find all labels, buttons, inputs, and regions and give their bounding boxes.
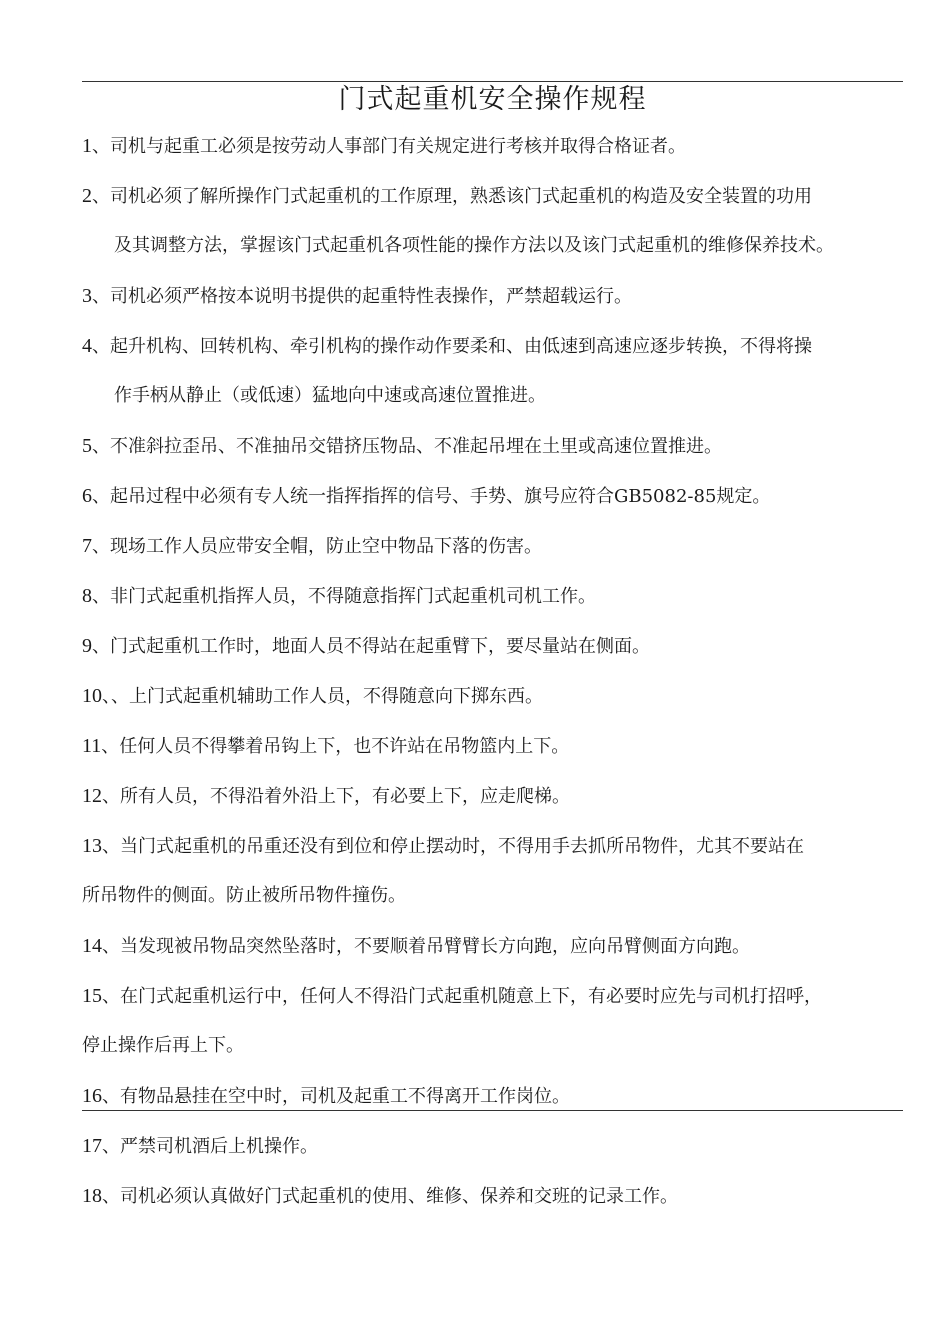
clause-number: 11: [82, 735, 102, 757]
clause-line: [82, 871, 918, 921]
clause-text: 所吊物件的侧面。防止被所吊物件撞伤。: [82, 885, 406, 906]
clause-number: 4: [82, 335, 92, 357]
clause-text: 起升机构、回转机构、牵引机构的操作动作要柔和、由低速到高速应逐步转换，不得将操: [110, 336, 812, 357]
clause-number: 17: [82, 1135, 102, 1157]
clause-number: 6: [82, 485, 92, 507]
clause-number: 14: [82, 935, 102, 957]
clause-number: 18: [82, 1185, 102, 1207]
clause-separator: 、: [92, 336, 110, 357]
clause-text: 、上门式起重机辅助工作人员，不得随意向下掷东西。: [111, 686, 543, 707]
clause-separator: 、: [102, 986, 120, 1007]
clause-line: [82, 1071, 918, 1121]
clause-item: [82, 1121, 918, 1171]
clause-text: 有物品悬挂在空中时，司机及起重工不得离开工作岗位。: [120, 1086, 570, 1107]
clause-item: [82, 271, 918, 321]
clause-item: [82, 971, 918, 1071]
clause-line: [82, 771, 918, 821]
clause-line: [82, 171, 918, 221]
clause-separator: 、: [102, 836, 120, 857]
clause-separator: 、: [92, 636, 110, 657]
clause-item: [82, 671, 918, 721]
clause-line: [82, 221, 918, 271]
clause-separator: 、: [92, 536, 110, 557]
clause-text: 及其调整方法，掌握该门式起重机各项性能的操作方法以及该门式起重机的维修保养技术。: [114, 235, 834, 256]
clause-item: [82, 421, 918, 471]
clause-number: 10: [82, 685, 102, 707]
clause-number: 15: [82, 985, 102, 1007]
clause-line: [82, 821, 918, 871]
clause-item: [82, 921, 918, 971]
clause-item: [82, 771, 918, 821]
clause-separator: 、: [92, 586, 110, 607]
clause-separator: 、: [101, 736, 120, 757]
clause-separator: 、: [102, 1186, 120, 1207]
clause-text: 在门式起重机运行中，任何人不得沿门式起重机随意上下，有必要时应先与司机打招呼，: [120, 986, 822, 1007]
document-title: 门式起重机安全操作规程: [338, 84, 647, 115]
clause-separator: 、: [102, 1136, 120, 1157]
clause-item: [82, 121, 918, 171]
clause-item: [82, 321, 918, 421]
clause-text: 现场工作人员应带安全帽，防止空中物品下落的伤害。: [110, 536, 542, 557]
clause-line: [82, 1171, 918, 1221]
clause-number: 9: [82, 635, 92, 657]
clause-line: [82, 621, 918, 671]
clause-item: [82, 621, 918, 671]
clause-line: [82, 321, 918, 371]
clause-text: 严禁司机酒后上机操作。: [120, 1136, 318, 1157]
clause-text: 所有人员，不得沿着外沿上下，有必要上下，应走爬梯。: [120, 786, 570, 807]
clause-item: [82, 1071, 918, 1121]
clause-text: 停止操作后再上下。: [82, 1035, 244, 1056]
clause-line: [82, 571, 918, 621]
clause-line: [82, 671, 918, 721]
clause-separator: 、: [102, 936, 120, 957]
clause-text: 门式起重机工作时，地面人员不得站在起重臂下，要尽量站在侧面。: [110, 636, 650, 657]
clause-separator: 、: [92, 286, 110, 307]
clause-number: 3: [82, 285, 92, 307]
clause-line: [82, 521, 918, 571]
clause-line: [82, 721, 918, 771]
clause-text: 非门式起重机指挥人员，不得随意指挥门式起重机司机工作。: [110, 586, 596, 607]
clause-item: [82, 821, 918, 921]
clause-text: 当门式起重机的吊重还没有到位和停止摆动时，不得用手去抓所吊物件，尤其不要站在: [120, 836, 804, 857]
clause-separator: 、: [92, 136, 110, 157]
clause-separator: 、: [102, 786, 120, 807]
clause-item: [82, 1171, 918, 1221]
clause-number: 5: [82, 435, 92, 457]
clause-item: [82, 171, 918, 271]
clause-number: 2: [82, 185, 92, 207]
clause-line: [82, 1021, 918, 1071]
clause-number: 1: [82, 135, 92, 157]
clause-item: [82, 521, 918, 571]
clause-separator: 、: [92, 486, 110, 507]
clause-text: 作手柄从静止（或低速）猛地向中速或高速位置推进。: [114, 385, 546, 406]
clause-line: [82, 471, 918, 521]
clause-line: [82, 921, 918, 971]
clause-number: 16: [82, 1085, 102, 1107]
clause-text: 起吊过程中必须有专人统一指挥指挥的信号、手势、旗号应符合GB5082-85规定。: [110, 486, 771, 507]
clause-line: [82, 371, 918, 421]
clause-number: 8: [82, 585, 92, 607]
header-rule: [82, 81, 903, 82]
clause-text: 司机与起重工必须是按劳动人事部门有关规定进行考核并取得合格证者。: [110, 136, 686, 157]
clause-text: 司机必须了解所操作门式起重机的工作原理，熟悉该门式起重机的构造及安全装置的功用: [110, 186, 812, 207]
clause-number: 12: [82, 785, 102, 807]
clause-number: 7: [82, 535, 92, 557]
clause-separator: 、: [102, 686, 111, 707]
clause-text: 司机必须严格按本说明书提供的起重特性表操作，严禁超载运行。: [110, 286, 632, 307]
clause-item: [82, 721, 918, 771]
clause-line: [82, 421, 918, 471]
clause-separator: 、: [92, 436, 110, 457]
clause-line: [82, 121, 918, 171]
clause-text: 不准斜拉歪吊、不准抽吊交错挤压物品、不准起吊埋在土里或高速位置推进。: [110, 436, 722, 457]
section-divider: [82, 1110, 903, 1111]
clause-separator: 、: [92, 186, 110, 207]
clause-item: [82, 571, 918, 621]
clause-line: [82, 271, 918, 321]
clause-line: [82, 971, 918, 1021]
clause-text: 司机必须认真做好门式起重机的使用、维修、保养和交班的记录工作。: [120, 1186, 678, 1207]
clause-text: 任何人员不得攀着吊钩上下，也不许站在吊物篮内上下。: [119, 736, 570, 757]
clause-text: 当发现被吊物品突然坠落时，不要顺着吊臂臂长方向跑，应向吊臂侧面方向跑。: [120, 936, 750, 957]
clause-number: 13: [82, 835, 102, 857]
clause-separator: 、: [102, 1086, 120, 1107]
clause-item: [82, 471, 918, 521]
clause-line: [82, 1121, 918, 1171]
